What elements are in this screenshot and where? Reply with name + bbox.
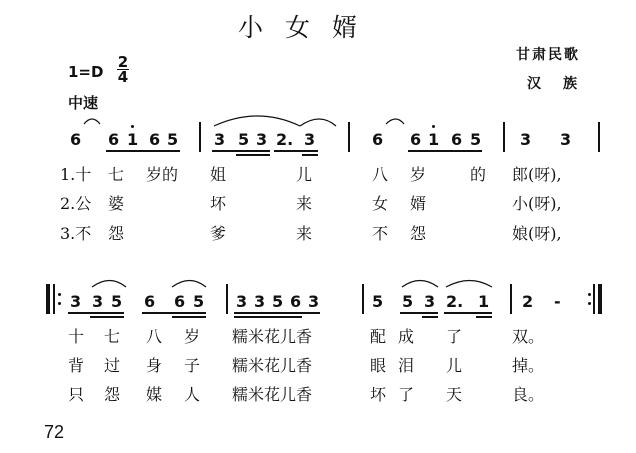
lyric: 双。 <box>512 327 545 346</box>
lyric: 怨 <box>104 385 121 404</box>
note: 6 <box>290 292 302 311</box>
lyric: 爹 <box>210 224 227 243</box>
note: 5 <box>111 292 123 311</box>
note: 1 <box>478 292 490 311</box>
note: 3 <box>236 292 248 311</box>
lyric: 了 <box>446 327 463 346</box>
lyric: 婆 <box>108 194 125 213</box>
lyric: 背 <box>68 356 85 375</box>
lyric: 的 <box>470 165 487 184</box>
slur <box>446 281 492 288</box>
lyric: 郎(呀), <box>512 165 562 184</box>
lyric: 岁 <box>410 165 427 184</box>
lyric: 子 <box>184 356 201 375</box>
lyric: 来 <box>296 224 313 243</box>
lyric: 身 <box>146 356 163 375</box>
lyric: 只 <box>68 385 85 404</box>
note: 6 <box>70 130 82 149</box>
lyric: 掉。 <box>512 356 545 375</box>
lyric: 女 <box>372 194 389 213</box>
lyric: 2.公 <box>60 194 92 213</box>
note: 5 <box>167 130 179 149</box>
lyric: 儿 <box>296 165 313 184</box>
source-attribution: 甘肃民歌 <box>516 47 580 63</box>
slur <box>214 116 300 126</box>
note: 5 <box>193 292 205 311</box>
tempo-marking: 中速 <box>68 94 99 112</box>
note: 3 <box>256 130 268 149</box>
lyric: 婿 <box>410 194 427 213</box>
note: 6 <box>372 130 384 149</box>
lyric: 来 <box>296 194 313 213</box>
note: 6 <box>144 292 156 311</box>
lyric: 了 <box>398 385 415 404</box>
note: 3 <box>560 130 572 149</box>
note: 2. <box>276 130 294 149</box>
time-signature-denominator: 4 <box>117 68 129 86</box>
slur <box>84 119 100 124</box>
note: 3 <box>70 292 82 311</box>
note: 2 <box>522 292 534 311</box>
note: 5 <box>402 292 414 311</box>
note: 5 <box>470 130 482 149</box>
lyric: 泪 <box>398 356 415 375</box>
note: 3 <box>304 130 316 149</box>
page-number: 72 <box>44 422 65 442</box>
note: 5 <box>372 292 384 311</box>
note: 1 <box>428 130 440 149</box>
lyric: 小(呀), <box>512 194 562 213</box>
slur <box>386 119 404 124</box>
slur <box>92 281 126 288</box>
lyric: 糯米花儿香 <box>232 356 313 375</box>
lyric: 糯米花儿香 <box>232 327 313 346</box>
note: 3 <box>214 130 226 149</box>
note: - <box>554 292 561 311</box>
song-title: 小女婿 <box>238 13 380 42</box>
lyric: 八 <box>146 327 163 346</box>
note: 6 <box>410 130 422 149</box>
lyric: 八 <box>372 165 389 184</box>
lyric: 岁的 <box>146 165 179 184</box>
note: 3 <box>520 130 532 149</box>
note: 5 <box>272 292 284 311</box>
note: 6 <box>108 130 120 149</box>
lyric: 怨 <box>410 224 427 243</box>
key-signature: 1=D <box>68 63 104 81</box>
lyric: 十 <box>68 327 85 346</box>
note: 1 <box>127 130 139 149</box>
lyric: 1.十 <box>60 165 92 184</box>
note: 2. <box>446 292 464 311</box>
lyric: 坏 <box>210 194 227 213</box>
note: 3 <box>92 292 104 311</box>
lyric: 媒 <box>146 385 163 404</box>
note: 3 <box>254 292 266 311</box>
lyric: 岁 <box>184 327 201 346</box>
note: 6 <box>451 130 463 149</box>
note: 6 <box>174 292 186 311</box>
lyric: 七 <box>108 165 125 184</box>
ethnicity-attribution: 汉族 <box>527 76 599 92</box>
lyric: 娘(呀), <box>512 224 562 243</box>
lyric: 眼 <box>370 356 387 375</box>
lyric: 天 <box>446 385 463 404</box>
slur <box>300 119 336 126</box>
slur <box>172 281 206 288</box>
lyric: 儿 <box>446 356 463 375</box>
lyric: 七 <box>104 327 121 346</box>
time-signature-numerator: 2 <box>117 53 129 71</box>
lyric: 姐 <box>210 165 227 184</box>
lyric: 配 <box>370 327 387 346</box>
note: 6 <box>149 130 161 149</box>
lyric: 3.不 <box>60 224 92 243</box>
lyric: 糯米花儿香 <box>232 385 313 404</box>
note: 3 <box>424 292 436 311</box>
note: 3 <box>308 292 320 311</box>
slur <box>402 281 438 288</box>
lyric: 不 <box>372 224 389 243</box>
lyric: 人 <box>184 385 201 404</box>
note: 5 <box>238 130 250 149</box>
lyric: 良。 <box>512 385 545 404</box>
lyric: 成 <box>398 327 415 346</box>
lyric: 怨 <box>108 224 125 243</box>
lyric: 坏 <box>370 385 387 404</box>
lyric: 过 <box>104 356 121 375</box>
